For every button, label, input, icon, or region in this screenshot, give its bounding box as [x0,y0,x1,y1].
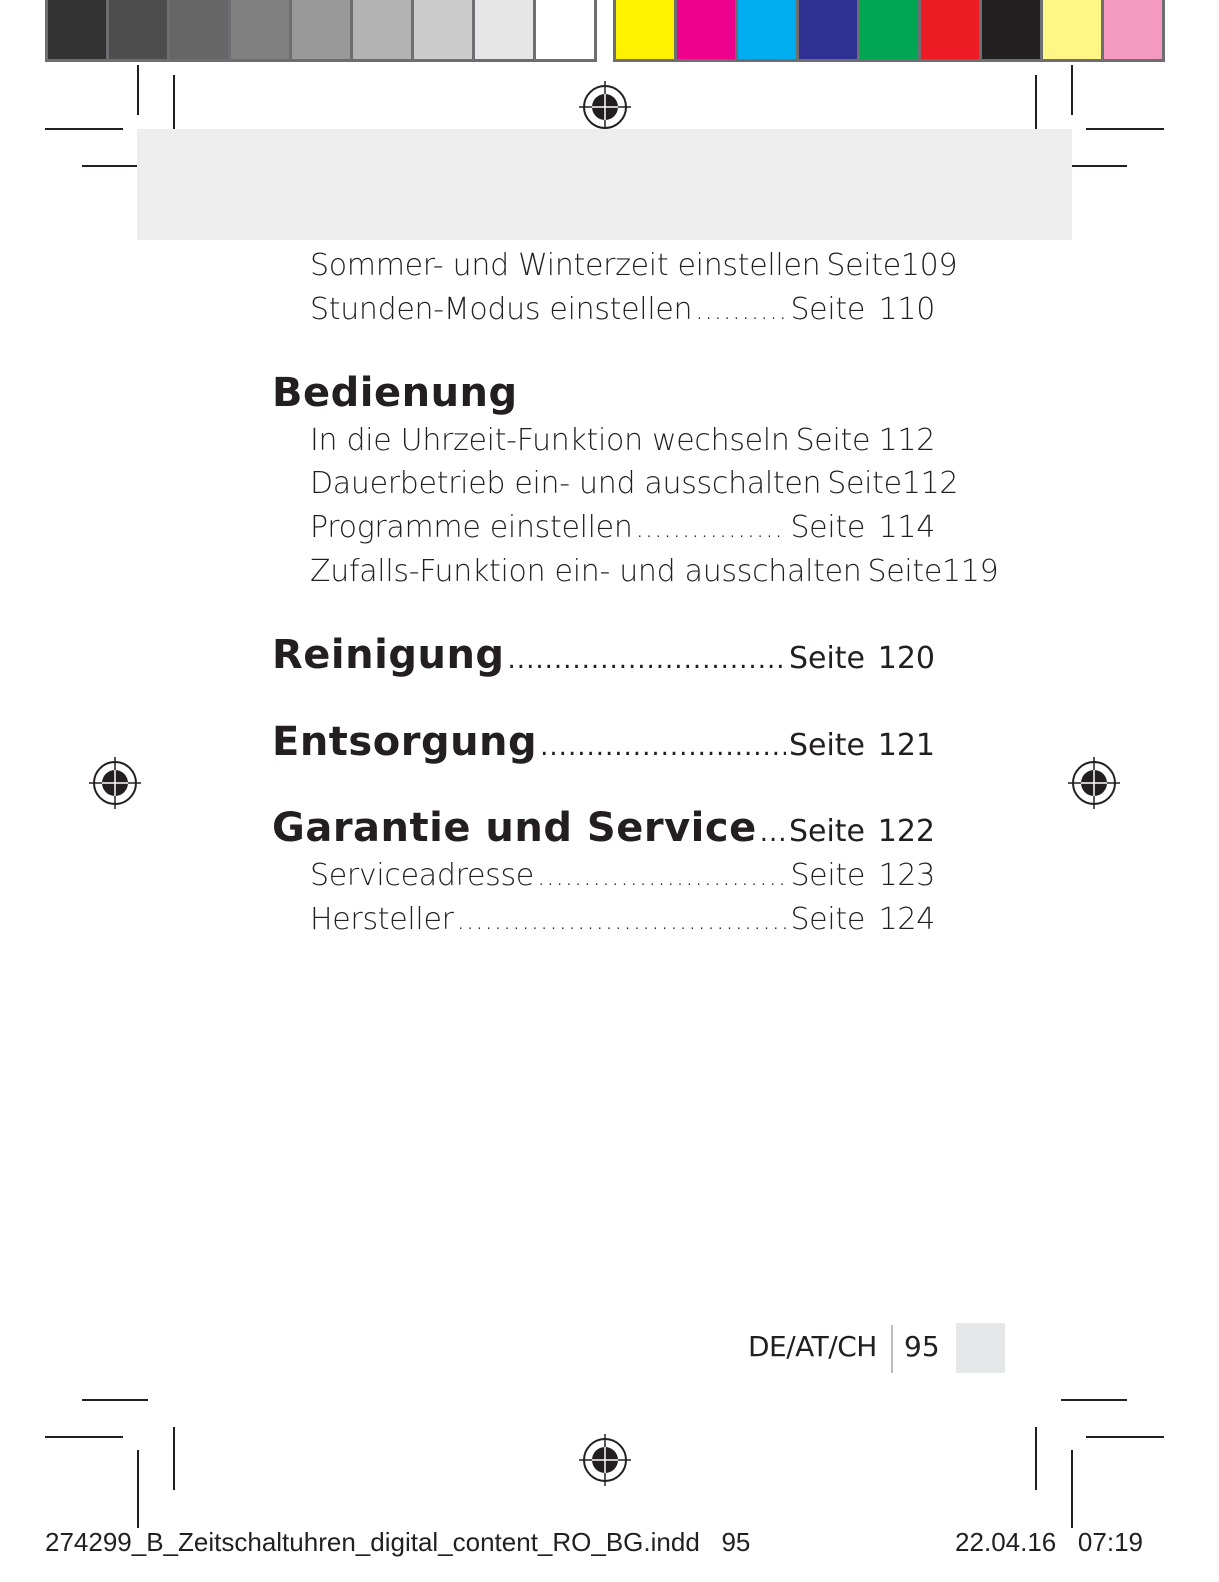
toc-entry[interactable] [310,554,999,589]
toc-entry[interactable] [310,248,958,283]
toc-entry[interactable] [310,510,935,545]
footer-tab-box [956,1323,1005,1373]
toc-seite-label: Seite [867,554,943,589]
toc-entry-label: Dauerbetrieb ein- und ausschalten [310,466,822,501]
toc-entry-label: Programme einstellen [310,510,633,545]
toc-page-number: 120 [877,641,935,676]
toc-leader-dots [636,514,788,544]
toc-page-number: 121 [877,728,935,763]
toc-leader-dots [760,818,786,848]
footer-page-number: 95 [904,1330,940,1363]
toc-seite-label: Seite [827,466,902,501]
footer-divider [891,1325,893,1373]
toc-seite-label: Seite [788,814,865,849]
toc-entry-label: Reinigung [272,632,505,678]
toc-entry-label: In die Uhrzeit-Funktion wechseln [310,423,790,458]
toc-page-number: 112 [901,466,959,501]
toc-leader-dots [457,906,788,936]
toc-page-number: 109 [900,248,958,283]
toc-seite-label: Seite [788,641,865,676]
toc-seite-label: Seite [788,728,865,763]
toc-seite-label: Seite [795,423,871,458]
slug-datetime: 22.04.16 07:19 [955,1527,1143,1557]
toc-leader-dots [508,645,786,675]
toc-entry-garantie[interactable] [272,805,935,851]
toc-leader-dots [540,732,786,762]
toc-entry-label: Serviceadresse [310,858,534,893]
toc-leader-dots [695,296,787,326]
toc-entry[interactable] [310,466,959,501]
toc-entry[interactable] [310,858,935,893]
toc-entry-label: Zufalls-Funktion ein- und ausschalten [310,554,862,589]
toc-seite-label: Seite [790,292,865,327]
toc-entry[interactable] [310,423,935,458]
footer-region-label: DE/AT/CH [748,1330,877,1363]
toc-entry-label: Hersteller [310,902,454,937]
toc-seite-label: Seite [790,858,865,893]
toc-seite-label: Seite [790,902,865,937]
toc-entry-entsorgung[interactable] [272,719,935,765]
toc-leader-dots [537,862,787,892]
section-heading-bedienung: Bedienung [272,370,518,416]
toc-seite-label: Seite [826,248,901,283]
toc-page-number: 110 [878,292,935,327]
toc-page-number: 123 [878,858,935,893]
toc-entry-label: Entsorgung [272,719,538,765]
toc-entry-label: Sommer- und Winterzeit einstellen [310,248,821,283]
toc-entry-label: Garantie und Service [272,805,757,851]
toc-page-number: 119 [942,554,999,589]
toc-entry[interactable] [310,902,935,937]
toc-page-number: 122 [877,814,935,849]
toc-entry[interactable] [310,292,935,327]
toc-entry-reinigung[interactable] [272,632,935,678]
toc-page-number: 114 [878,510,935,545]
toc-page-number: 124 [878,902,935,937]
slug-filename: 274299_B_Zeitschaltuhren_digital_content_RO_BG.indd 95 [45,1527,751,1557]
toc-entry-label: Stunden-Modus einstellen [310,292,693,327]
toc-seite-label: Seite [790,510,865,545]
toc-page-number: 112 [878,423,935,458]
